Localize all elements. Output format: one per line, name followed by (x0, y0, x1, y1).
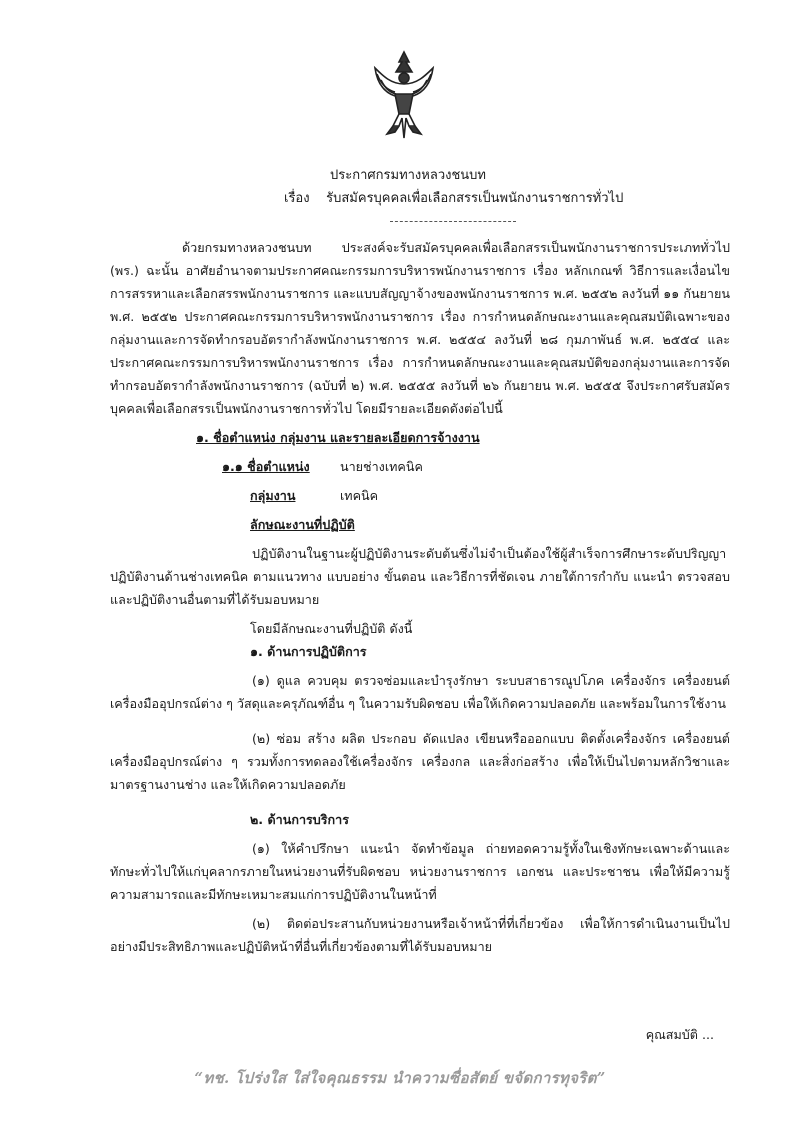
duties-paragraph: ปฏิบัติงานในฐานะผู้ปฏิบัติงานระดับต้นซึ่งไม่จำเป็นต้องใช้ผู้สำเร็จการศึกษาระดับปริญญา ปฏิบัติงานด้านช่างเทคนิค ตามแนวทาง แบบอย่าง ขั้นตอน และวิธีการที่ชัดเจน ภายใต้การกำกับ แนะนำ ตรวจสอบ และปฏิบัติงานอื่นตามที่ได้รับมอบหมาย (110, 546, 730, 607)
service-heading: ๒. ด้านการบริการ (250, 812, 350, 827)
subject-label: เรื่อง (284, 191, 310, 206)
ops-item-1: (๑) ดูแล ควบคุม ตรวจซ่อมและบำรุงรักษา ระบบสาธารณูปโภค เครื่องจักร เครื่องยนต์ เครื่องมืออุปกรณ์ต่าง ๆ วัสดุและครุภัณฑ์อื่น ๆ ในความรับผิดชอบ เพื่อให้เกิดความปลอดภัย และพร้อมในการใช้งาน (110, 673, 730, 711)
position-label: ๑.๑ ชื่อตำแหน่ง (222, 459, 310, 474)
ops-heading: ๑. ด้านการปฏิบัติการ (250, 644, 367, 659)
group-row (110, 484, 730, 507)
group-label: กลุ่มงาน (250, 488, 296, 503)
announcement-subject (284, 187, 704, 210)
service-item-2: (๒) ติดต่อประสานกับหน่วยงานหรือเจ้าหน้าที่ที่เกี่ยวข้อง เพื่อให้การดำเนินงานเป็นไปอย่างมีประสิทธิภาพและปฏิบัติหน้าที่อื่นที่เกี่ยวข้องตามที่ได้รับมอบหมาย (110, 916, 730, 954)
intro-paragraph: ด้วยกรมทางหลวงชนบท ประสงค์จะรับสมัครบุคคลเพื่อเลือกสรรเป็นพนักงานราชการประเภททั่วไป (พร.) ฉะนั้น อาศัยอำนาจตามประกาศคณะกรรมการบริหารพนักงานราชการ เรื่อง หลักเกณฑ์ วิธีการและเงื่อนไขการสรรหาและเลือกสรรพนักงานราชการ และแบบสัญญาจ้างของพนักงานราชการ พ.ศ. ๒๕๕๒ ลงวันที่ ๑๑ กันยายน พ.ศ. ๒๕๕๒ ประกาศคณะกรรมการบริหารพนักงานราชการ เรื่อง การกำหนดลักษณะงานและคุณสมบัติเฉพาะของกลุ่มงานและการจัดทำกรอบอัตรากำลังพนักงานราชการ พ.ศ. ๒๕๕๔ ลงวันที่ ๒๘ กุมภาพันธ์ พ.ศ. ๒๕๕๔ และประกาศคณะกรรมการบริหารพนักงานราชการ เรื่อง การกำหนดลักษณะงานและคุณสมบัติของกลุ่มงานและการจัดทำกรอบอัตรากำลังพนักงานราชการ (ฉบับที่ ๒) พ.ศ. ๒๕๕๕ ลงวันที่ ๒๖ กันยายน พ.ศ. ๒๕๕๕ จึงประกาศรับสมัครบุคคลเพื่อเลือกสรรเป็นพนักงานราชการทั่วไป โดยมีรายละเอียดดังต่อไปนี้ (110, 240, 730, 416)
footer-slogan: “ทช. โปร่งใส ใส่ใจคุณธรรม นำความซื่อสัตย์ ขจัดการทุจริต” (194, 1069, 606, 1087)
position-value: นายช่างเทคนิค (340, 459, 423, 474)
announcement-title: ประกาศกรมทางหลวงชนบท (330, 168, 486, 183)
header-divider (390, 221, 516, 222)
position-row (110, 455, 730, 478)
document-body (110, 236, 730, 958)
section1-heading: ๑. ชื่อตำแหน่ง กลุ่มงาน และรายละเอียดการจ้างงาน (196, 430, 480, 445)
subject-text: รับสมัครบุคคลเพื่อเลือกสรรเป็นพนักงานราชการทั่วไป (326, 191, 624, 206)
group-value: เทคนิค (340, 488, 379, 503)
duties-intro: โดยมีลักษณะงานที่ปฏิบัติ ดังนี้ (250, 621, 413, 636)
next-page-marker: คุณสมบัติ ... (645, 1027, 714, 1042)
duties-heading: ลักษณะงานที่ปฏิบัติ (250, 517, 355, 532)
garuda-emblem-icon (369, 48, 439, 140)
ops-item-2: (๒) ซ่อม สร้าง ผลิต ประกอบ ดัดแปลง เขียนหรือออกแบบ ติดตั้งเครื่องจักร เครื่องยนต์ เครื่องมืออุปกรณ์ต่าง ๆ รวมทั้งการทดลองใช้เครื่องจักร เครื่องกล และสิ่งก่อสร้าง เพื่อให้เป็นไปตามหลักวิชาและมาตรฐานงานช่าง และให้เกิดความปลอดภัย (110, 731, 730, 792)
service-item-1: (๑) ให้คำปรึกษา แนะนำ จัดทำข้อมูล ถ่ายทอดความรู้ทั้งในเชิงทักษะเฉพาะด้านและทักษะทั่วไปให้แก่บุคลากรภายในหน่วยงานที่รับผิดชอบ หน่วยงานราชการ เอกชน และประชาชน เพื่อให้มีความรู้ ความสามารถและมีทักษะเหมาะสมแก่การปฏิบัติงานในหน้าที่ (110, 841, 730, 902)
